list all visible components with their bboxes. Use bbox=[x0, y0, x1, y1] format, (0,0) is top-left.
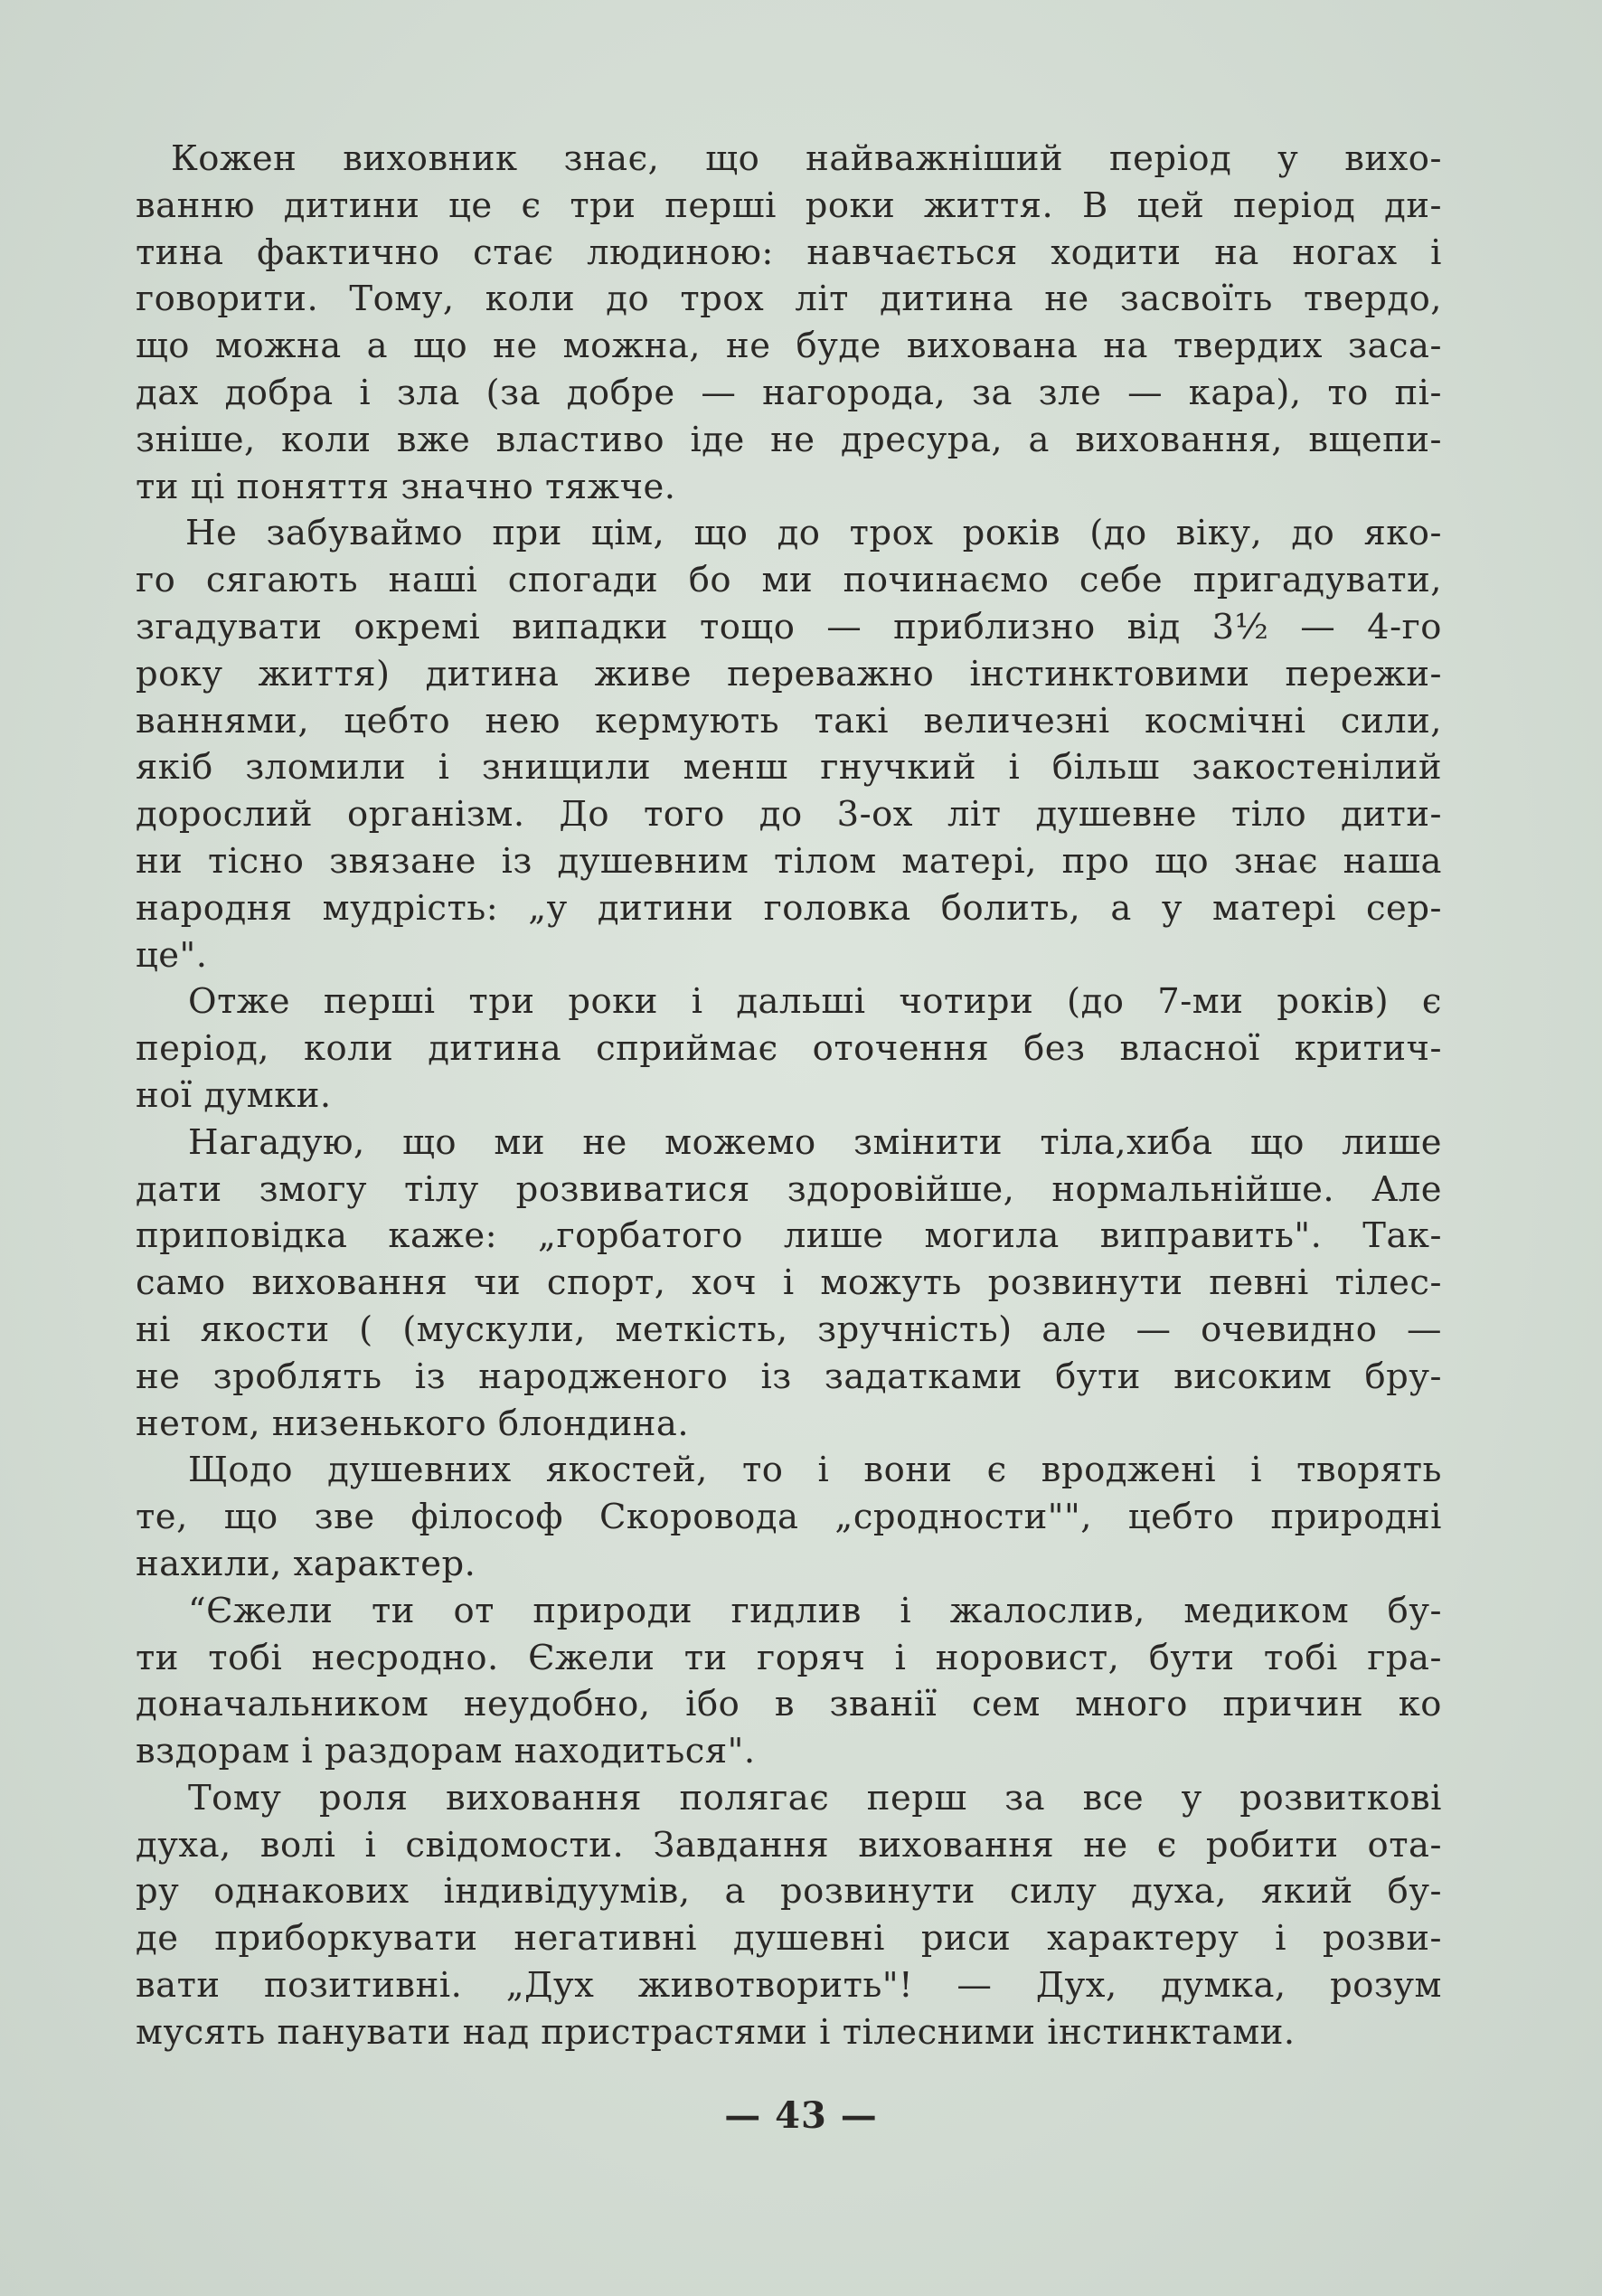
text-line: зніше, коли вже властиво іде не дресура, а виховання, вщепи- bbox=[136, 419, 1442, 460]
text-line: не зроблять із народженого із задатками бути високим бру- bbox=[136, 1356, 1442, 1397]
text-line: Тому роля виховання полягає перш за все у розвиткові bbox=[188, 1777, 1442, 1819]
text-line: згадувати окремі випадки тощо — приблизно від 3½ — 4-го bbox=[136, 606, 1442, 647]
text-line: Кожен виховник знає, що найважніший період у вихо- bbox=[136, 138, 1442, 179]
text-line: вати позитивні. „Дух животворить"! — Дух, думка, розум bbox=[136, 1965, 1442, 2007]
text-line: говорити. Тому, коли до трох літ дитина не засвоїть твердо, bbox=[136, 279, 1442, 320]
text-line: ти тобі несродно. Єжели ти горяч і норовист, бути тобі гра- bbox=[136, 1637, 1442, 1678]
text-line: мусять панувати над пристрастями і тілесними інстинктами. bbox=[136, 2011, 1296, 2053]
text-line: доначальником неудобно, ібо в званії сем много причин ко bbox=[136, 1684, 1442, 1725]
text-line: ваннями, цебто нею кермують такі величезні космічні сили, bbox=[136, 700, 1442, 742]
paragraph bbox=[136, 510, 1442, 978]
text-line: ти ці поняття значно тяжче. bbox=[136, 466, 676, 507]
text-line: це". bbox=[136, 934, 208, 976]
text-line: духа, волі і свідомости. Завдання виховання не є робити ота- bbox=[136, 1824, 1442, 1866]
text-line: “Єжели ти от природи гидлив і жалослив, медиком бу- bbox=[188, 1590, 1442, 1631]
text-line: само виховання чи спорт, хоч і можуть розвинути певні тілес- bbox=[136, 1262, 1442, 1304]
paragraph bbox=[136, 136, 1442, 510]
paragraph bbox=[136, 1120, 1442, 1448]
text-line: якіб зломили і знищили менш гнучкий і більш закостенілий bbox=[136, 747, 1442, 789]
text-line: нетом, низенького блондина. bbox=[136, 1403, 690, 1444]
text-line: дорослий організм. До того до 3-ох літ душевне тіло дити- bbox=[136, 794, 1442, 836]
text-line: народня мудрість: „у дитини головка болить, а у матері сер- bbox=[136, 887, 1442, 929]
text-line: де приборкувати негативні душевні риси характеру і розви- bbox=[136, 1918, 1442, 1960]
paragraph bbox=[136, 1447, 1442, 1587]
text-line: ні якости ( (мускули, меткість, зручність) але — очевидно — bbox=[136, 1309, 1442, 1350]
text-line: ванню дитини це є три перші роки життя. В цей період ди- bbox=[136, 184, 1442, 226]
text-line: те, що зве філософ Скоровода „сродности"", цебто природні bbox=[136, 1497, 1442, 1538]
paragraph bbox=[136, 978, 1442, 1119]
text-line: вздорам і раздорам находиться". bbox=[136, 1731, 756, 1772]
text-line: приповідка каже: „горбатого лише могила виправить". Так- bbox=[136, 1215, 1442, 1257]
paragraph bbox=[136, 1588, 1442, 1775]
text-line: тина фактично стає людиною: навчається ходити на ногах і bbox=[136, 231, 1442, 273]
text-line: Нагадую, що ми не можемо змінити тіла,хиба що лише bbox=[188, 1121, 1442, 1163]
text-line: ної думки. bbox=[136, 1074, 332, 1116]
text-line: нахили, характер. bbox=[136, 1543, 476, 1584]
text-line: ни тісно звязане із душевним тілом матері, про що знає наша bbox=[136, 840, 1442, 882]
text-line: Не забуваймо при цім, що до трох років (до віку, до яко- bbox=[185, 513, 1442, 554]
text-line: період, коли дитина сприймає оточення без власної критич- bbox=[136, 1028, 1442, 1070]
text-line: року життя) дитина живе переважно інстинктовими пережи- bbox=[136, 653, 1442, 694]
paragraph bbox=[136, 1775, 1442, 2056]
text-line: ру однакових індивідуумів, а розвинути силу духа, який бу- bbox=[136, 1871, 1442, 1913]
page-number: — 43 — bbox=[724, 2094, 878, 2137]
text-line: Отже перші три роки і дальші чотири (до 7-ми років) є bbox=[188, 981, 1442, 1023]
text-line: дах добра і зла (за добре — нагорода, за зле — кара), то пі- bbox=[136, 372, 1442, 413]
text-line: дати змогу тілу розвиватися здоровійше, нормальнійше. Але bbox=[136, 1168, 1442, 1210]
text-line: го сягають наші спогади бо ми починаємо себе пригадувати, bbox=[136, 560, 1442, 601]
body-text bbox=[136, 136, 1442, 2056]
text-line: що можна а що не можна, не буде вихована на твердих заса- bbox=[136, 326, 1442, 367]
text-line: Щодо душевних якостей, то і вони є вроджені і творять bbox=[188, 1450, 1442, 1491]
